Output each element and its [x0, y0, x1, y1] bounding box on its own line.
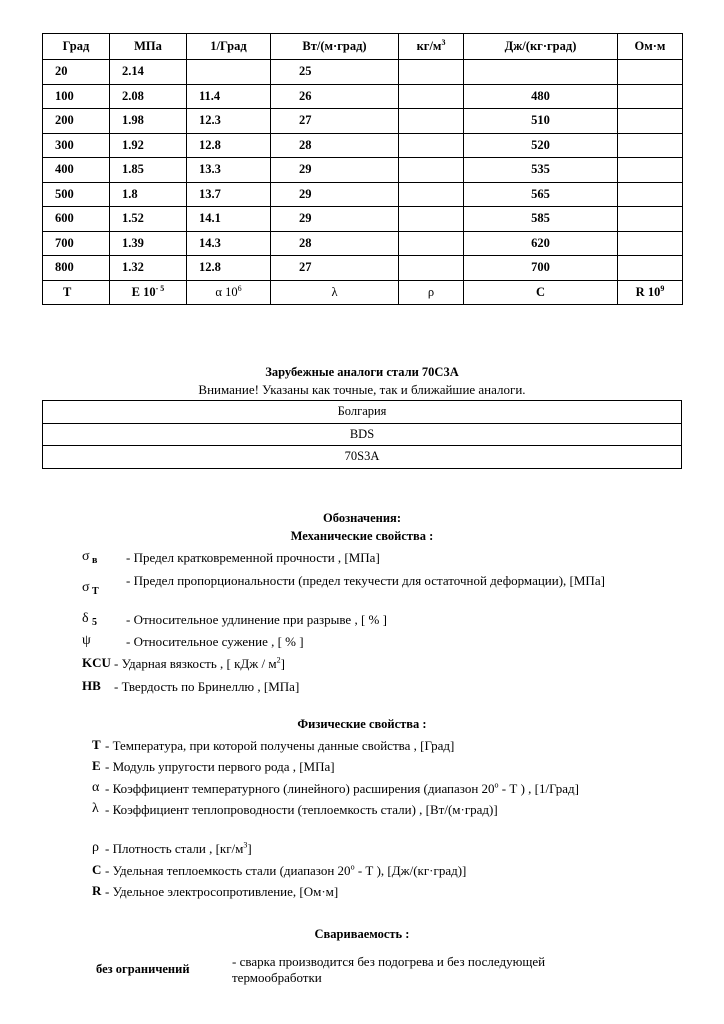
table-cell [399, 158, 464, 183]
table-row [43, 60, 683, 85]
table-cell [187, 60, 271, 85]
table-cell: 14.1 [187, 207, 271, 232]
phys-title: Физические свойства : [297, 717, 427, 731]
column-header: $кг/м^3$ [399, 34, 464, 60]
table-cell: 520 [464, 133, 618, 158]
footer-symbol: C [535, 284, 546, 299]
footer-symbol: R 10 [635, 284, 661, 299]
legend-symbol: R [92, 883, 102, 898]
table-cell: 800 [43, 256, 110, 281]
legend-description [114, 656, 654, 672]
table-cell: 14.3 [187, 231, 271, 256]
table-cell: 20 [43, 60, 110, 85]
column-header: Ом·м [618, 34, 683, 60]
analog-country: Болгария [43, 401, 682, 424]
table-cell: 400 [43, 158, 110, 183]
legend-symbol: ρ [92, 840, 99, 855]
table-cell [399, 84, 464, 109]
weld-key: без ограничений [96, 962, 190, 976]
table-cell [399, 231, 464, 256]
table-header-row [43, 34, 683, 60]
table-cell: 1.85 [110, 158, 187, 183]
legend-text: - Коэффициент теплопроводности (теплоемкость стали) , [Вт/(м·град)] [105, 802, 498, 817]
footer-cell [187, 280, 271, 305]
properties-table [42, 33, 683, 305]
table-cell: 585 [464, 207, 618, 232]
legend-description [126, 634, 666, 650]
legend-description [126, 573, 626, 589]
legend-symbol: α [92, 780, 100, 795]
table-cell: 500 [43, 182, 110, 207]
table-cell: 29 [271, 182, 399, 207]
column-header: МПа [110, 34, 187, 60]
table-cell [618, 133, 683, 158]
legend-symbol: σ [82, 580, 90, 595]
table-cell: 28 [271, 231, 399, 256]
footer-cell [43, 280, 110, 305]
legend-text: - Модуль упругости первого рода , [МПа] [105, 759, 335, 774]
table-cell [618, 231, 683, 256]
table-cell: 12.3 [187, 109, 271, 134]
legend-symbol: δ [82, 611, 89, 626]
table-cell: 27 [271, 109, 399, 134]
legend-description [114, 679, 654, 695]
table-row [43, 423, 682, 446]
legend-text: - Твердость по Бринеллю , [МПа] [114, 679, 300, 694]
legend-superscript: 3 [243, 840, 248, 850]
table-cell: 12.8 [187, 133, 271, 158]
legend-text: - Плотность стали , [кг/м [105, 841, 244, 856]
column-header: Вт/(м·град) [271, 34, 399, 60]
column-header: 1/Град [187, 34, 271, 60]
table-cell: 27 [271, 256, 399, 281]
table-cell: 13.3 [187, 158, 271, 183]
footer-cell [399, 280, 464, 305]
table-cell: 600 [43, 207, 110, 232]
footer-exponent: - 5 [155, 283, 165, 293]
table-cell [618, 182, 683, 207]
legend-superscript: 2 [276, 655, 281, 665]
legend-text: - Ударная вязкость , [ кДж / м [114, 656, 277, 671]
table-cell: 26 [271, 84, 399, 109]
legend-text: - Удельное электросопротивление, [Ом·м] [105, 884, 339, 899]
footer-symbol: T [63, 284, 72, 299]
legend-description [105, 863, 685, 879]
table-cell: 29 [271, 207, 399, 232]
legend-symbol: T [92, 737, 101, 752]
table-row [43, 256, 683, 281]
table-cell [618, 60, 683, 85]
legend-text: - Относительное удлинение при разрыве , [ % ] [126, 612, 387, 627]
table-cell [399, 182, 464, 207]
weld-title: Свариваемость : [314, 927, 410, 941]
table-row [43, 231, 683, 256]
footer-symbol: α 10 [215, 284, 238, 299]
legend-subscript: 5 [92, 617, 97, 628]
table-cell: 29 [271, 158, 399, 183]
legend-symbol: λ [92, 801, 99, 816]
table-cell: 620 [464, 231, 618, 256]
table-cell [464, 60, 618, 85]
column-header: Град [43, 34, 110, 60]
legend-text: - Коэффициент температурного (линейного) расширения (диапазон 20 [105, 781, 495, 796]
legend-description [105, 841, 685, 857]
legend-symbol: ψ [82, 633, 91, 648]
table-cell: 300 [43, 133, 110, 158]
table-cell [618, 256, 683, 281]
table-cell: 11.4 [187, 84, 271, 109]
table-cell: 2.08 [110, 84, 187, 109]
analogs-title: Зарубежные аналоги стали 70С3А [265, 365, 459, 379]
table-cell: 1.39 [110, 231, 187, 256]
table-cell: 1.8 [110, 182, 187, 207]
footer-cell [464, 280, 618, 305]
footer-cell [271, 280, 399, 305]
legend-text-tail: ] [247, 841, 252, 856]
table-cell: 200 [43, 109, 110, 134]
table-row [43, 133, 683, 158]
footer-symbol: λ [331, 284, 338, 299]
table-cell [618, 109, 683, 134]
analogs-note: Внимание! Указаны как точные, так и ближайшие аналоги. [198, 382, 526, 397]
analogs-table [42, 400, 682, 469]
table-cell: 25 [271, 60, 399, 85]
table-cell: 1.52 [110, 207, 187, 232]
mech-title: Механические свойства : [290, 529, 434, 543]
legend-description [105, 781, 685, 797]
legend-text: - Предел пропорциональности (предел текучести для остаточной деформации), [МПа] [126, 573, 605, 588]
table-cell: 1.98 [110, 109, 187, 134]
footer-symbol: E 10 [131, 284, 156, 299]
table-row [43, 182, 683, 207]
analog-standard: BDS [43, 423, 682, 446]
table-cell [399, 109, 464, 134]
table-cell: 1.32 [110, 256, 187, 281]
table-cell: 100 [43, 84, 110, 109]
legend-description [126, 550, 666, 566]
table-cell: 535 [464, 158, 618, 183]
table-cell: 480 [464, 84, 618, 109]
table-cell: 700 [464, 256, 618, 281]
table-row [43, 109, 683, 134]
table-row [43, 446, 682, 469]
footer-exponent: 6 [237, 283, 242, 293]
table-cell [399, 207, 464, 232]
table-cell: 28 [271, 133, 399, 158]
legend-text: - Относительное сужение , [ % ] [126, 634, 304, 649]
legend-description [105, 759, 685, 775]
footer-cell [618, 280, 683, 305]
table-cell [618, 158, 683, 183]
legend-symbol: C [92, 862, 102, 877]
legend-superscript: o [350, 862, 355, 872]
table-cell: 13.7 [187, 182, 271, 207]
legend-subscript: T [92, 586, 99, 597]
weld-text: - сварка производится без подогрева и без последующей термообработки [232, 954, 546, 985]
superscript: 3 [441, 37, 446, 47]
legend-description [105, 884, 685, 900]
legend-text: - Удельная теплоемкость стали (диапазон 20 [105, 863, 351, 878]
legend-text: - Предел кратковременной прочности , [МПа] [126, 550, 380, 565]
table-cell: 565 [464, 182, 618, 207]
table-cell: 510 [464, 109, 618, 134]
legend-symbol: HB [82, 678, 101, 693]
table-row [43, 401, 682, 424]
table-row [43, 158, 683, 183]
table-cell [399, 60, 464, 85]
table-cell: 2.14 [110, 60, 187, 85]
legend-symbol: KCU [82, 655, 111, 670]
legend-text-tail: - Т ) , [1/Град] [498, 781, 579, 796]
table-row [43, 207, 683, 232]
legend-superscript: o [494, 780, 499, 790]
legend-title: Обозначения: [323, 511, 401, 525]
table-cell: 12.8 [187, 256, 271, 281]
footer-exponent: 9 [660, 283, 665, 293]
analog-grade: 70S3A [43, 446, 682, 469]
table-row [43, 84, 683, 109]
table-cell: 1.92 [110, 133, 187, 158]
table-cell: 700 [43, 231, 110, 256]
table-cell [399, 133, 464, 158]
legend-symbol: E [92, 758, 101, 773]
table-cell [618, 207, 683, 232]
legend-subscript: в [92, 555, 98, 566]
legend-symbol: σ [82, 549, 90, 564]
footer-cell [110, 280, 187, 305]
legend-description [105, 738, 685, 754]
legend-text-tail: - Т ), [Дж/(кг·град)] [354, 863, 467, 878]
legend-text: - Температура, при которой получены данные свойства , [Град] [105, 738, 455, 753]
table-cell [399, 256, 464, 281]
table-cell [618, 84, 683, 109]
legend-text-tail: ] [280, 656, 285, 671]
legend-description [105, 802, 685, 818]
legend-description [126, 612, 666, 628]
column-header: Дж/(кг·град) [464, 34, 618, 60]
footer-symbol: ρ [427, 284, 435, 299]
table-footer-row [43, 280, 683, 305]
